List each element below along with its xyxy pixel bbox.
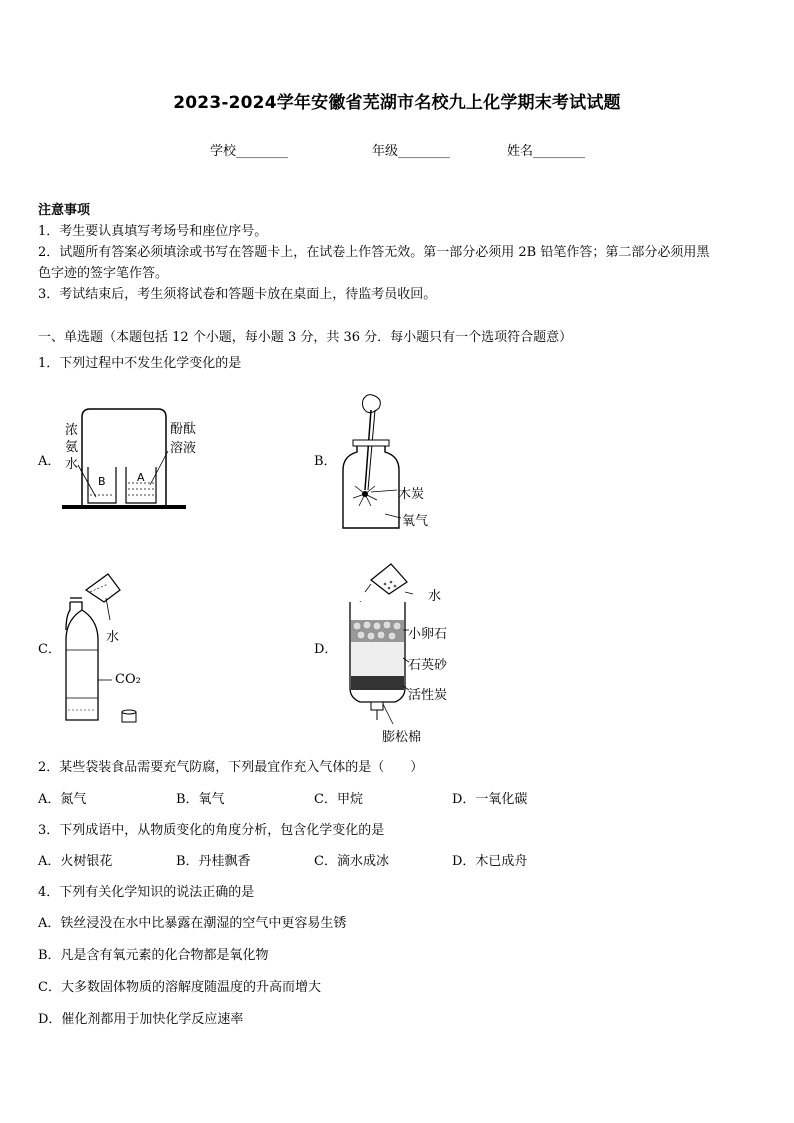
q1-option-c-figure <box>60 570 150 730</box>
notice-item: 1．考生要认真填写考场号和座位序号。 <box>38 224 268 239</box>
q1-option-a-letter[interactable]: A． <box>38 454 61 469</box>
q1-b-label-charcoal: 木炭 <box>398 487 425 502</box>
q1-b-label-oxygen: 氧气 <box>402 514 429 529</box>
grade-field[interactable]: 年级________ <box>372 144 451 159</box>
q3-option-b[interactable]: B．丹桂飘香 <box>176 854 251 869</box>
question-1-stem: 1．下列过程中不发生化学变化的是 <box>38 356 242 371</box>
name-field[interactable]: 姓名________ <box>507 144 586 159</box>
question-4-stem: 4．下列有关化学知识的说法正确的是 <box>38 885 255 900</box>
notice-item: 色字迹的签字笔作答。 <box>38 266 169 281</box>
beaker-a-label: A <box>137 471 145 484</box>
q3-option-d[interactable]: D．木已成舟 <box>452 854 528 869</box>
q1-c-label-co2: CO₂ <box>115 672 141 687</box>
q1-d-label-quartz-sand: 石英砂 <box>408 658 448 673</box>
q4-option-b[interactable]: B．凡是含有氧元素的化合物都是氧化物 <box>38 948 269 963</box>
svg-text:.: . <box>359 595 362 604</box>
question-3-stem: 3．下列成语中，从物质变化的角度分析，包含化学变化的是 <box>38 823 385 838</box>
q1-a-label-phenolphthalein: 酚酞 溶液 <box>170 422 197 456</box>
question-2-stem: 2．某些袋装食品需要充气防腐，下列最宜作充入气体的是（ ） <box>38 760 424 775</box>
q1-d-label-pebbles: 小卵石 <box>408 627 448 642</box>
q4-option-d[interactable]: D．催化剂都用于加快化学反应速率 <box>38 1012 244 1027</box>
q1-option-d-figure <box>345 558 415 726</box>
q1-option-b-figure <box>335 390 410 535</box>
notice-item: 2．试题所有答案必须填涂或书写在答题卡上，在试卷上作答无效。第一部分必须用 2B 铅笔作答；第二部分必须用黑 <box>38 245 710 260</box>
q2-option-d[interactable]: D．一氧化碳 <box>452 792 528 807</box>
notice-item: 3．考试结束后，考生须将试卷和答题卡放在桌面上，待监考员收回。 <box>38 287 437 302</box>
q1-d-label-cotton: 膨松棉 <box>382 730 422 745</box>
school-field[interactable]: 学校________ <box>210 144 289 159</box>
q3-option-c[interactable]: C．滴水成冰 <box>314 854 389 869</box>
q1-a-label-ammonia: 浓 氨 水 <box>65 423 79 472</box>
q1-option-b-letter[interactable]: B． <box>314 454 337 469</box>
q4-option-c[interactable]: C．大多数固体物质的溶解度随温度的升高而增大 <box>38 980 321 995</box>
notice-heading: 注意事项 <box>38 203 91 218</box>
q2-option-a[interactable]: A．氮气 <box>38 792 87 807</box>
page-title: 2023-2024学年安徽省芜湖市名校九上化学期末考试试题 <box>173 93 621 113</box>
q4-option-a[interactable]: A．铁丝浸没在水中比暴露在潮湿的空气中更容易生锈 <box>38 916 347 931</box>
section-heading: 一、单选题（本题包括 12 个小题，每小题 3 分，共 36 分．每小题只有一个选项符合题意） <box>38 330 573 345</box>
q1-d-label-water: 水 <box>428 589 442 604</box>
q2-option-b[interactable]: B．氧气 <box>176 792 225 807</box>
q2-option-c[interactable]: C．甲烷 <box>314 792 363 807</box>
q1-d-label-activated-carbon: 活性炭 <box>408 688 448 703</box>
q1-option-d-letter[interactable]: D． <box>314 642 338 657</box>
q1-option-c-letter[interactable]: C． <box>38 642 61 657</box>
q1-c-label-water: 水 <box>106 630 120 645</box>
q3-option-a[interactable]: A．火树银花 <box>38 854 113 869</box>
beaker-b-label: B <box>98 475 106 488</box>
